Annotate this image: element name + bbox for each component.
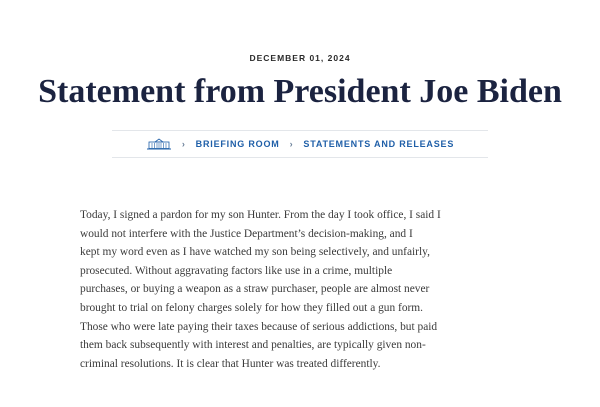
body-line: Those who were late paying their taxes because of serious addictions, but paid <box>80 320 438 333</box>
page-title: Statement from President Joe Biden <box>38 73 562 110</box>
body-line: purchases, or buying a weapon as a straw purchaser, people are almost never <box>80 283 430 296</box>
breadcrumb <box>112 130 488 158</box>
body-line: criminal resolutions. It is clear that Hunter was treated differently. <box>80 357 381 370</box>
body-line: would not interfere with the Justice Department’s decision-making, and I <box>80 227 413 240</box>
body-line: prosecuted. Without aggravating factors like use in a crime, multiple <box>80 264 393 277</box>
body-line: kept my word even as I have watched my son being selectively, and unfairly, <box>80 246 430 259</box>
breadcrumb-statements-and-releases[interactable]: STATEMENTS AND RELEASES <box>303 139 455 149</box>
body-line: them back subsequently with interest and penalties, are typically given non- <box>80 339 426 352</box>
breadcrumb-separator: › <box>181 139 186 149</box>
white-house-icon[interactable] <box>146 138 172 150</box>
breadcrumb-separator: › <box>289 139 294 149</box>
statement-body <box>80 206 540 373</box>
body-line: brought to trial on felony charges solely for how they filled out a gun form. <box>80 301 424 314</box>
publish-date: DECEMBER 01, 2024 <box>249 53 351 63</box>
body-line: Today, I signed a pardon for my son Hunter. From the day I took office, I said I <box>80 209 441 221</box>
breadcrumb-briefing-room[interactable]: BRIEFING ROOM <box>195 139 280 149</box>
